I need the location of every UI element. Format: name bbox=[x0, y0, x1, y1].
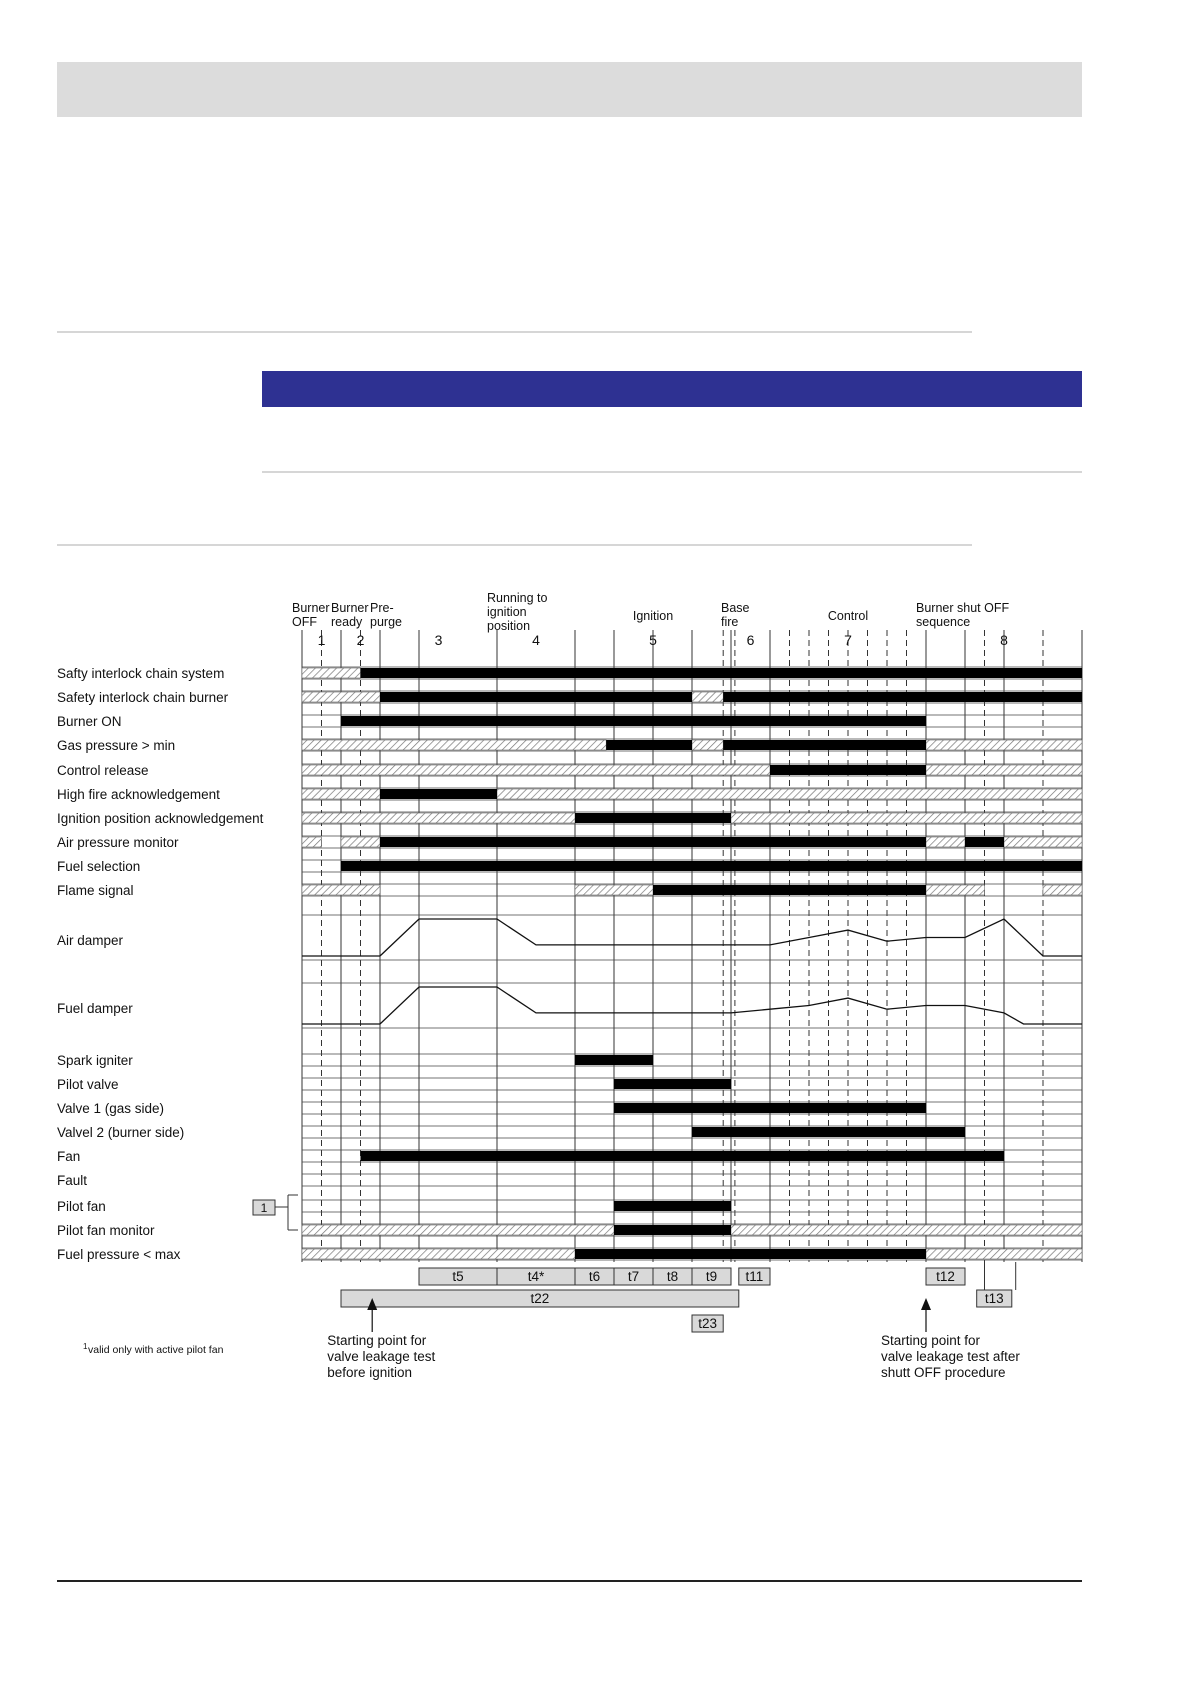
signal-label: Fuel selection bbox=[57, 859, 141, 874]
signal-hatched-segment bbox=[692, 740, 723, 750]
annotation-arrowhead bbox=[921, 1298, 931, 1310]
annotation-text: valve leakage test after bbox=[881, 1349, 1020, 1364]
signal-label: Fan bbox=[57, 1149, 81, 1164]
phase-label: OFF bbox=[292, 615, 317, 629]
phase-label: Burner bbox=[292, 601, 330, 615]
signal-active-segment bbox=[361, 1151, 1005, 1161]
phase-number: 3 bbox=[434, 632, 443, 648]
signal-label: Valvel 2 (burner side) bbox=[57, 1125, 185, 1140]
signal-hatched-segment bbox=[926, 765, 1082, 775]
phase-label: Pre- bbox=[370, 601, 394, 615]
footnote-superscript: 1 bbox=[83, 1342, 88, 1351]
signal-active-segment bbox=[341, 716, 926, 726]
signal-hatched-segment bbox=[302, 692, 380, 702]
annotations bbox=[83, 1195, 1020, 1380]
signal-hatched-segment bbox=[731, 813, 1082, 823]
signal-active-segment bbox=[653, 885, 926, 895]
signal-hatched-segment bbox=[575, 885, 653, 895]
signal-hatched-segment bbox=[926, 740, 1082, 750]
signal-hatched-segment bbox=[302, 765, 770, 775]
signal-label: Pilot valve bbox=[57, 1077, 119, 1092]
phase-label: Burner bbox=[331, 601, 369, 615]
signal-active-segment bbox=[575, 1055, 653, 1065]
time-box-label: t22 bbox=[530, 1291, 550, 1306]
phase-label: Control bbox=[827, 609, 869, 623]
signal-label: Fault bbox=[57, 1173, 88, 1188]
signal-label: Burner ON bbox=[57, 714, 122, 729]
annotation-text: valve leakage test bbox=[327, 1349, 436, 1364]
phase-number: 8 bbox=[1000, 632, 1008, 648]
signal-hatched-segment bbox=[302, 813, 575, 823]
annotation-text: before ignition bbox=[327, 1365, 413, 1380]
pilot-marker-label: 1 bbox=[260, 1201, 268, 1215]
signal-active-segment bbox=[380, 837, 926, 847]
signal-active-segment bbox=[575, 813, 731, 823]
phase-label: ready bbox=[331, 615, 363, 629]
signal-label: Gas pressure > min bbox=[57, 738, 176, 753]
signal-hatched-segment bbox=[731, 1225, 1082, 1235]
signal-active-segment bbox=[380, 789, 497, 799]
phase-label: fire bbox=[721, 615, 739, 629]
annotation-text: Starting point for bbox=[881, 1333, 981, 1348]
phase-label: Ignition bbox=[632, 609, 674, 623]
footnote-text: valid only with active pilot fan bbox=[88, 1344, 224, 1356]
phase-number: 7 bbox=[844, 632, 852, 648]
phase-label: position bbox=[487, 619, 531, 633]
signal-hatched-segment bbox=[302, 885, 380, 895]
phase-label: purge bbox=[370, 615, 402, 629]
time-box-label: t12 bbox=[936, 1269, 955, 1284]
phase-label: Base bbox=[721, 601, 750, 615]
signal-active-segment bbox=[723, 740, 926, 750]
phase-number: 2 bbox=[356, 632, 365, 648]
signal-label: Flame signal bbox=[57, 883, 134, 898]
signal-hatched-segment bbox=[302, 1225, 614, 1235]
signal-active-segment bbox=[614, 1079, 731, 1089]
time-box-label: t9 bbox=[705, 1269, 718, 1284]
phase-label: ignition bbox=[487, 605, 527, 619]
signal-hatched-segment bbox=[1043, 885, 1082, 895]
phase-number: 5 bbox=[649, 632, 657, 648]
signal-hatched-segment bbox=[497, 789, 1082, 799]
signal-hatched-segment bbox=[302, 668, 361, 678]
time-box-label: t5 bbox=[452, 1269, 464, 1284]
time-box-label: t7 bbox=[627, 1269, 640, 1284]
signal-label: Safty interlock chain system bbox=[57, 666, 225, 681]
signal-label: Spark igniter bbox=[57, 1053, 133, 1068]
phase-number: 6 bbox=[746, 632, 755, 648]
pilot-bracket bbox=[275, 1195, 298, 1230]
signal-label: Air pressure monitor bbox=[57, 835, 179, 850]
time-box-label: t4* bbox=[527, 1269, 545, 1284]
phase-label: sequence bbox=[916, 615, 971, 629]
signal-active-segment bbox=[380, 692, 692, 702]
time-box-label: t23 bbox=[698, 1316, 717, 1331]
signal-active-segment bbox=[361, 668, 1083, 678]
signal-label: Ignition position acknowledgement bbox=[57, 811, 264, 826]
phase-headers bbox=[292, 591, 1009, 648]
signal-label: Pilot fan monitor bbox=[57, 1223, 155, 1238]
signal-label: Valve 1 (gas side) bbox=[57, 1101, 165, 1116]
signal-active-segment bbox=[341, 861, 1082, 871]
signal-label: High fire acknowledgement bbox=[57, 787, 220, 802]
signal-hatched-segment bbox=[926, 1249, 1082, 1259]
signal-hatched-segment bbox=[302, 1249, 575, 1259]
signal-label: Fuel damper bbox=[57, 1001, 133, 1016]
signal-label: Control release bbox=[57, 763, 149, 778]
signal-label: Pilot fan bbox=[57, 1199, 106, 1214]
signal-active-segment bbox=[614, 1103, 926, 1113]
signal-hatched-segment bbox=[692, 692, 723, 702]
signal-hatched-segment bbox=[302, 740, 606, 750]
signal-hatched-segment bbox=[926, 885, 985, 895]
annotation-text: Starting point for bbox=[327, 1333, 427, 1348]
signal-active-segment bbox=[606, 740, 692, 750]
signal-hatched-segment bbox=[302, 789, 380, 799]
phase-label: Burner shut OFF bbox=[916, 601, 1010, 615]
signal-active-segment bbox=[723, 692, 1082, 702]
signal-labels bbox=[57, 666, 264, 1262]
signal-active-segment bbox=[965, 837, 1004, 847]
signal-label: Fuel pressure < max bbox=[57, 1247, 181, 1262]
time-box-label: t11 bbox=[745, 1269, 764, 1284]
signal-label: Air damper bbox=[57, 933, 124, 948]
phase-number: 1 bbox=[317, 632, 326, 648]
time-boxes bbox=[341, 1262, 1016, 1332]
time-box-label: t8 bbox=[666, 1269, 679, 1284]
time-box-label: t6 bbox=[588, 1269, 601, 1284]
signal-hatched-segment bbox=[302, 837, 322, 847]
signal-label: Safety interlock chain burner bbox=[57, 690, 229, 705]
signal-active-segment bbox=[692, 1127, 965, 1137]
phase-number: 4 bbox=[532, 632, 540, 648]
signal-active-segment bbox=[614, 1201, 731, 1211]
signal-active-segment bbox=[575, 1249, 926, 1259]
annotation-text: shutt OFF procedure bbox=[881, 1365, 1006, 1380]
time-box-label: t13 bbox=[984, 1291, 1004, 1306]
phase-label: Running to bbox=[487, 591, 548, 605]
signal-hatched-segment bbox=[1004, 837, 1082, 847]
signal-active-segment bbox=[770, 765, 926, 775]
signal-hatched-segment bbox=[926, 837, 965, 847]
signal-hatched-segment bbox=[341, 837, 380, 847]
signal-active-segment bbox=[614, 1225, 731, 1235]
